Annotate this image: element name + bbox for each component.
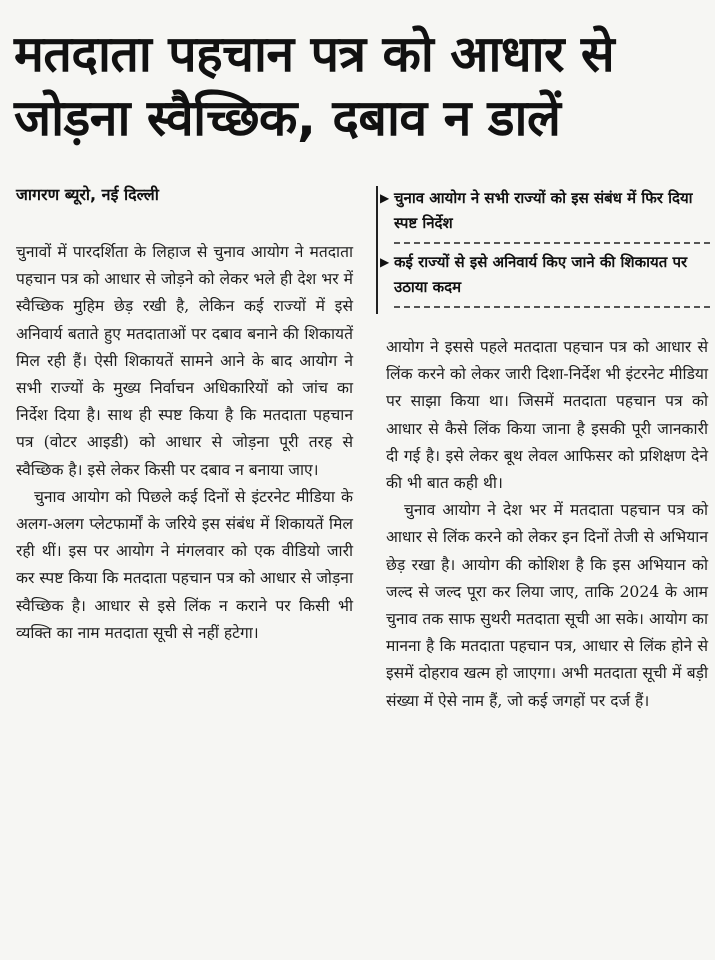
- body-column-left: [16, 239, 353, 647]
- bullet-arrow-icon: ▶: [380, 191, 390, 205]
- divider: [394, 306, 710, 308]
- paragraph: चुनाव आयोग को पिछले कई दिनों से इंटरनेट मीडिया के अलग-अलग प्लेटफार्मों के जरिये इस संबंध में शिकायतें मिल रही थीं। इस पर आयोग ने मंगलवार को एक वीडियो जारी कर स्पष्ट किया कि मतदाता पहचान पत्र को आधार से जोड़ना स्वैच्छिक है। आधार से इसे लिंक न कराने पर किसी भी व्यक्ति का नाम मतदाता सूची से नहीं हटेगा।: [16, 487, 353, 642]
- headline-line-2: जोड़ना स्वैच्छिक, दबाव न डालें: [14, 89, 561, 147]
- highlight-text: कई राज्यों से इसे अनिवार्य किए जाने की शिकायत पर उठाया कदम: [394, 253, 688, 296]
- highlight-text: चुनाव आयोग ने सभी राज्यों को इस संबंध में फिर दिया स्पष्ट निर्देश: [394, 189, 693, 232]
- byline: जागरण ब्यूरो, नई दिल्ली: [16, 185, 159, 204]
- headline: [14, 22, 704, 150]
- paragraph: चुनावों में पारदर्शिता के लिहाज से चुनाव आयोग ने मतदाता पहचान पत्र को आधार से जोड़ने को लेकर भले ही देश भर में स्वैच्छिक मुहिम छेड़ रखी है, लेकिन कई राज्यों में इसे अनिवार्य बताते हुए मतदाताओं पर दबाव बनाने की शिकायतें मिल रही हैं। ऐसी शिकायतें सामने आने के बाद आयोग ने सभी राज्यों के मुख्य निर्वाचन अधिकारियों को जांच का निर्देश दिया है। साथ ही स्पष्ट किया है कि मतदाता पहचान पत्र (वोटर आइडी) को आधार से जोड़ना पूरी तरह से स्वैच्छिक है। इसे लेकर किसी पर दबाव न बनाया जाए।: [16, 243, 353, 479]
- divider: [394, 242, 710, 244]
- body-column-right: [386, 334, 708, 715]
- headline-line-1: मतदाता पहचान पत्र को आधार से: [14, 25, 615, 83]
- paragraph: आयोग ने इससे पहले मतदाता पहचान पत्र को आधार से लिंक करने को लेकर जारी दिशा-निर्देश भी इंटरनेट मीडिया पर साझा किया था। जिसमें मतदाता पहचान पत्र को आधार से कैसे लिंक किया जाना है इसकी पूरी जानकारी दी गई है। इसे लेकर बूथ लेवल आफिसर को प्रशिक्षण देने की भी बात कही थी।: [386, 338, 708, 493]
- paragraph: चुनाव आयोग ने देश भर में मतदाता पहचान पत्र को आधार से लिंक करने को लेकर इन दिनों तेजी से अभियान छेड़ रखा है। आयोग की कोशिश है कि इस अभियान को जल्द से जल्द पूरा कर लिया जाए, ताकि 2024 के आम चुनाव तक साफ सुथरी मतदाता सूची आ सके। आयोग का मानना है कि मतदाता पहचान पत्र, आधार से लिंक होने से इसमें दोहराव खत्म हो जाएगा। अभी मतदाता सूची में बड़ी संख्या में ऐसे नाम हैं, जो कई जगहों पर दर्ज हैं।: [386, 501, 708, 710]
- highlight-item: [378, 186, 710, 236]
- highlights-box: [376, 186, 710, 314]
- highlight-item: [378, 250, 710, 300]
- bullet-arrow-icon: ▶: [380, 255, 390, 269]
